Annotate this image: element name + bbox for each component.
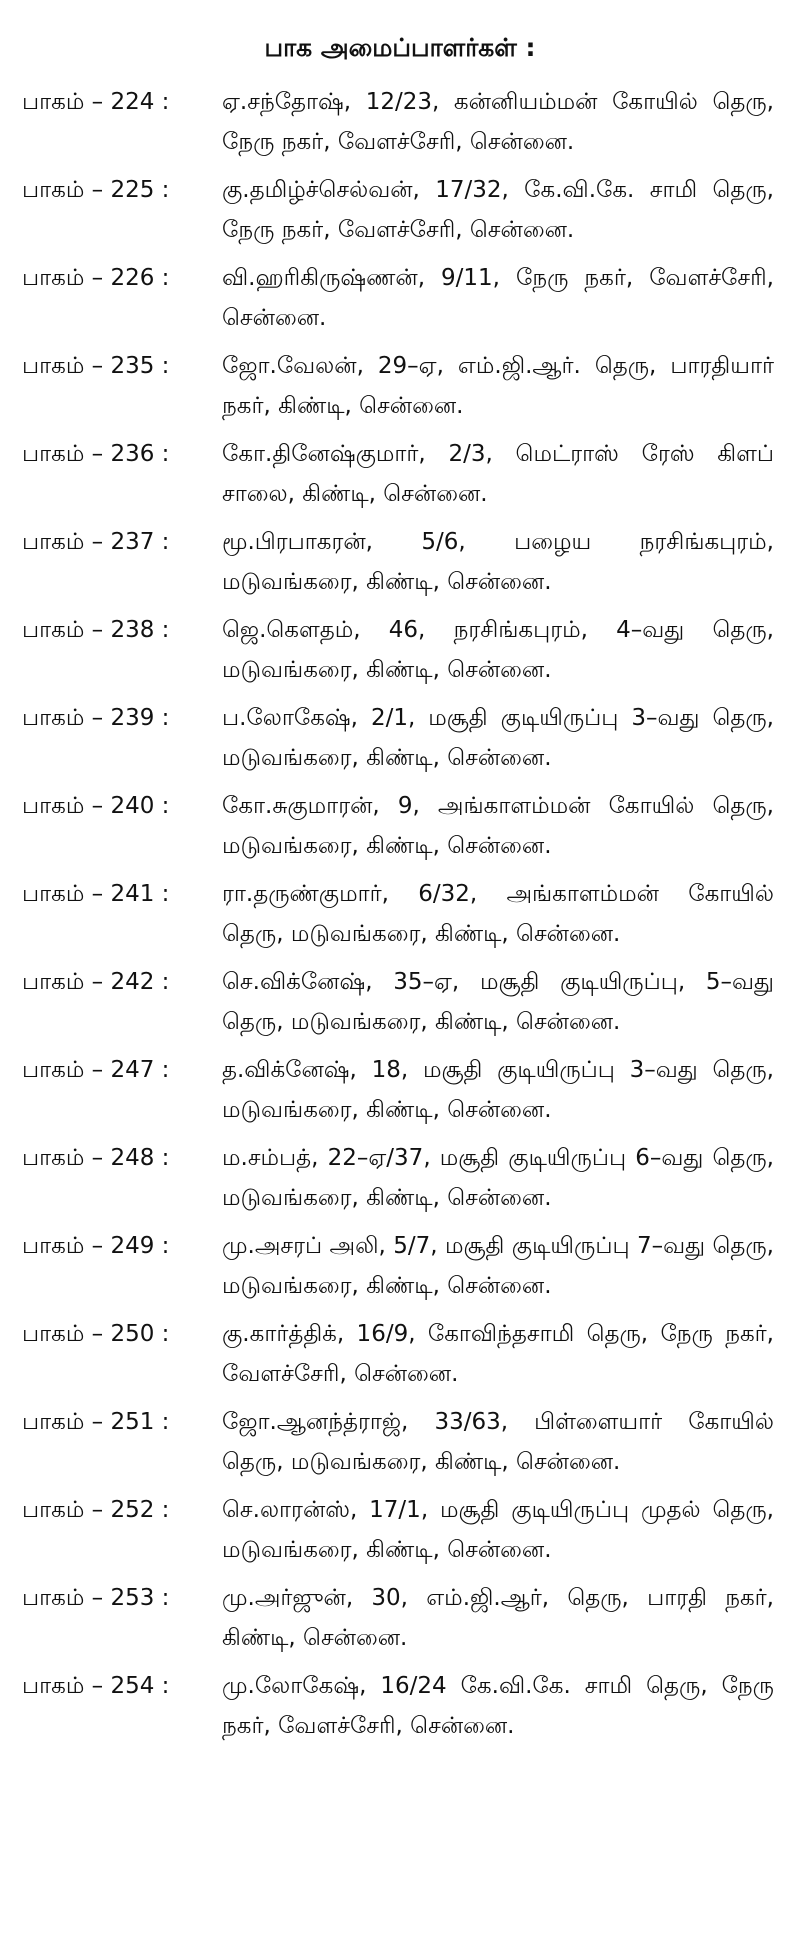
organizer-address: ஜோ.ஆனந்த்ராஜ், 33/63, பிள்ளையார் கோயில் தெரு, மடுவங்கரை, கிண்டி, சென்னை.: [222, 1409, 774, 1475]
part-number-label: பாகம் – 224 :: [22, 89, 170, 115]
organizer-address: மு.அர்ஜுன், 30, எம்.ஜி.ஆர், தெரு, பாரதி நகர், கிண்டி, சென்னை.: [222, 1585, 774, 1651]
list-item: [22, 1050, 778, 1130]
part-number-label: பாகம் – 248 :: [22, 1145, 170, 1171]
part-number-label: பாகம் – 241 :: [22, 881, 170, 907]
organizer-address: கோ.சுகுமாரன், 9, அங்காளம்மன் கோயில் தெரு, மடுவங்கரை, கிண்டி, சென்னை.: [222, 793, 774, 859]
organizer-address: ஜோ.வேலன், 29–ஏ, எம்.ஜி.ஆர். தெரு, பாரதியார் நகர், கிண்டி, சென்னை.: [222, 353, 774, 419]
organizer-address: செ.விக்னேஷ், 35–ஏ, மசூதி குடியிருப்பு, 5–வது தெரு, மடுவங்கரை, கிண்டி, சென்னை.: [222, 969, 774, 1035]
part-number-label: பாகம் – 237 :: [22, 529, 170, 555]
list-item: [22, 258, 778, 338]
list-item: [22, 170, 778, 250]
organizer-address: கு.கார்த்திக், 16/9, கோவிந்தசாமி தெரு, நேரு நகர், வேளச்சேரி, சென்னை.: [222, 1321, 774, 1387]
organizer-address: செ.லாரன்ஸ், 17/1, மசூதி குடியிருப்பு முதல் தெரு, மடுவங்கரை, கிண்டி, சென்னை.: [222, 1497, 774, 1563]
part-number-label: பாகம் – 253 :: [22, 1585, 170, 1611]
list-item: [22, 82, 778, 162]
organizer-address: ப.லோகேஷ், 2/1, மசூதி குடியிருப்பு 3–வது தெரு, மடுவங்கரை, கிண்டி, சென்னை.: [222, 705, 774, 771]
organizer-address: கு.தமிழ்ச்செல்வன், 17/32, கே.வி.கே. சாமி தெரு, நேரு நகர், வேளச்சேரி, சென்னை.: [222, 177, 774, 243]
part-number-label: பாகம் – 238 :: [22, 617, 170, 643]
organizer-address: கோ.தினேஷ்குமார், 2/3, மெட்ராஸ் ரேஸ் கிளப் சாலை, கிண்டி, சென்னை.: [222, 441, 774, 507]
part-number-label: பாகம் – 226 :: [22, 265, 170, 291]
part-number-label: பாகம் – 225 :: [22, 177, 170, 203]
part-number-label: பாகம் – 250 :: [22, 1321, 170, 1347]
part-number-label: பாகம் – 235 :: [22, 353, 170, 379]
list-item: [22, 522, 778, 602]
part-number-label: பாகம் – 239 :: [22, 705, 170, 731]
organizer-address: ஜெ.கௌதம், 46, நரசிங்கபுரம், 4–வது தெரு, மடுவங்கரை, கிண்டி, சென்னை.: [222, 617, 774, 683]
list-item: [22, 698, 778, 778]
part-number-label: பாகம் – 242 :: [22, 969, 170, 995]
part-number-label: பாகம் – 251 :: [22, 1409, 170, 1435]
organizer-address: ஏ.சந்தோஷ், 12/23, கன்னியம்மன் கோயில் தெரு, நேரு நகர், வேளச்சேரி, சென்னை.: [222, 89, 774, 155]
list-item: [22, 1226, 778, 1306]
part-number-label: பாகம் – 254 :: [22, 1673, 170, 1699]
part-number-label: பாகம் – 240 :: [22, 793, 170, 819]
organizer-address: மு.லோகேஷ், 16/24 கே.வி.கே. சாமி தெரு, நேரு நகர், வேளச்சேரி, சென்னை.: [222, 1673, 774, 1739]
list-item: [22, 962, 778, 1042]
part-number-label: பாகம் – 252 :: [22, 1497, 170, 1523]
list-item: [22, 874, 778, 954]
part-number-label: பாகம் – 236 :: [22, 441, 170, 467]
organizer-address: ம.சம்பத், 22–ஏ/37, மசூதி குடியிருப்பு 6–வது தெரு, மடுவங்கரை, கிண்டி, சென்னை.: [222, 1145, 774, 1211]
list-item: [22, 1314, 778, 1394]
organizer-address: த.விக்னேஷ், 18, மசூதி குடியிருப்பு 3–வது தெரு, மடுவங்கரை, கிண்டி, சென்னை.: [222, 1057, 774, 1123]
list-item: [22, 1402, 778, 1482]
organizer-address: மு.அசரப் அலி, 5/7, மசூதி குடியிருப்பு 7–வது தெரு, மடுவங்கரை, கிண்டி, சென்னை.: [222, 1233, 774, 1299]
list-item: [22, 346, 778, 426]
list-item: [22, 610, 778, 690]
organizer-address: ரா.தருண்குமார், 6/32, அங்காளம்மன் கோயில் தெரு, மடுவங்கரை, கிண்டி, சென்னை.: [222, 881, 774, 947]
page-title: பாக அமைப்பாளர்கள் :: [264, 33, 536, 62]
list-item: [22, 1138, 778, 1218]
organizer-address: மூ.பிரபாகரன், 5/6, பழைய நரசிங்கபுரம், மடுவங்கரை, கிண்டி, சென்னை.: [222, 529, 774, 595]
list-item: [22, 1578, 778, 1658]
list-item: [22, 786, 778, 866]
list-item: [22, 434, 778, 514]
list-item: [22, 1666, 778, 1746]
part-number-label: பாகம் – 249 :: [22, 1233, 170, 1259]
organizer-address: வி.ஹரிகிருஷ்ணன், 9/11, நேரு நகர், வேளச்சேரி, சென்னை.: [222, 265, 774, 331]
list-item: [22, 1490, 778, 1570]
part-number-label: பாகம் – 247 :: [22, 1057, 170, 1083]
